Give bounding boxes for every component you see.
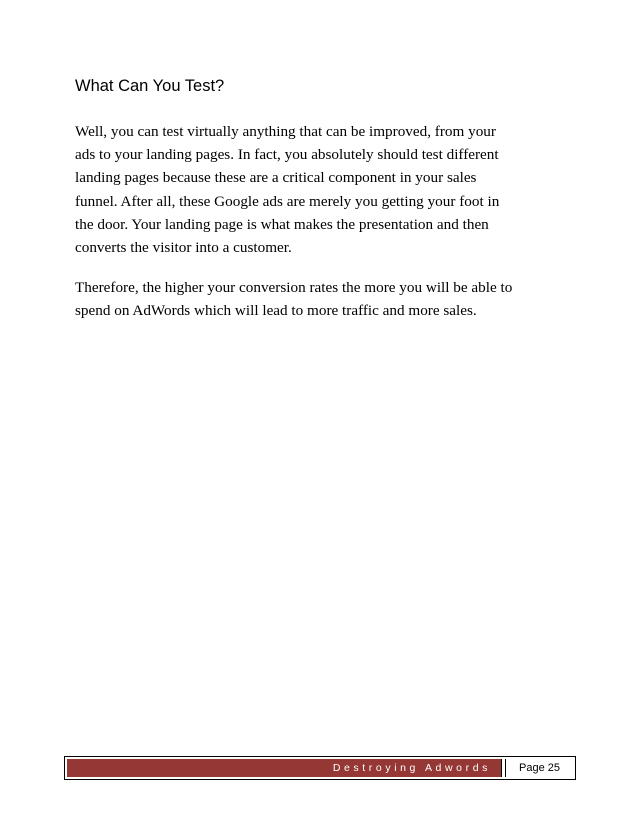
paragraph-line: Well, you can test virtually anything that can be improved, from your [75, 123, 496, 140]
paragraph-line: ads to your landing pages. In fact, you absolutely should test different [75, 146, 499, 164]
section-heading: What Can You Test? [75, 77, 225, 95]
paragraph-line: spend on AdWords which will lead to more traffic and more sales. [75, 302, 477, 320]
footer-book-title: Destroying Adwords [67, 759, 502, 777]
paragraph-line: funnel. After all, these Google ads are merely you getting your foot in [75, 192, 500, 210]
body-paragraph-2 [75, 276, 575, 322]
body-paragraph-1 [75, 120, 575, 259]
paragraph-line: converts the visitor into a customer. [75, 239, 292, 257]
paragraph-line: Therefore, the higher your conversion rates the more you will be able to [75, 279, 513, 296]
page-footer [64, 756, 576, 780]
footer-page-number: Page 25 [505, 759, 573, 777]
paragraph-line: landing pages because these are a critical component in your sales [75, 169, 477, 187]
paragraph-line: the door. Your landing page is what makes the presentation and then [75, 215, 489, 233]
